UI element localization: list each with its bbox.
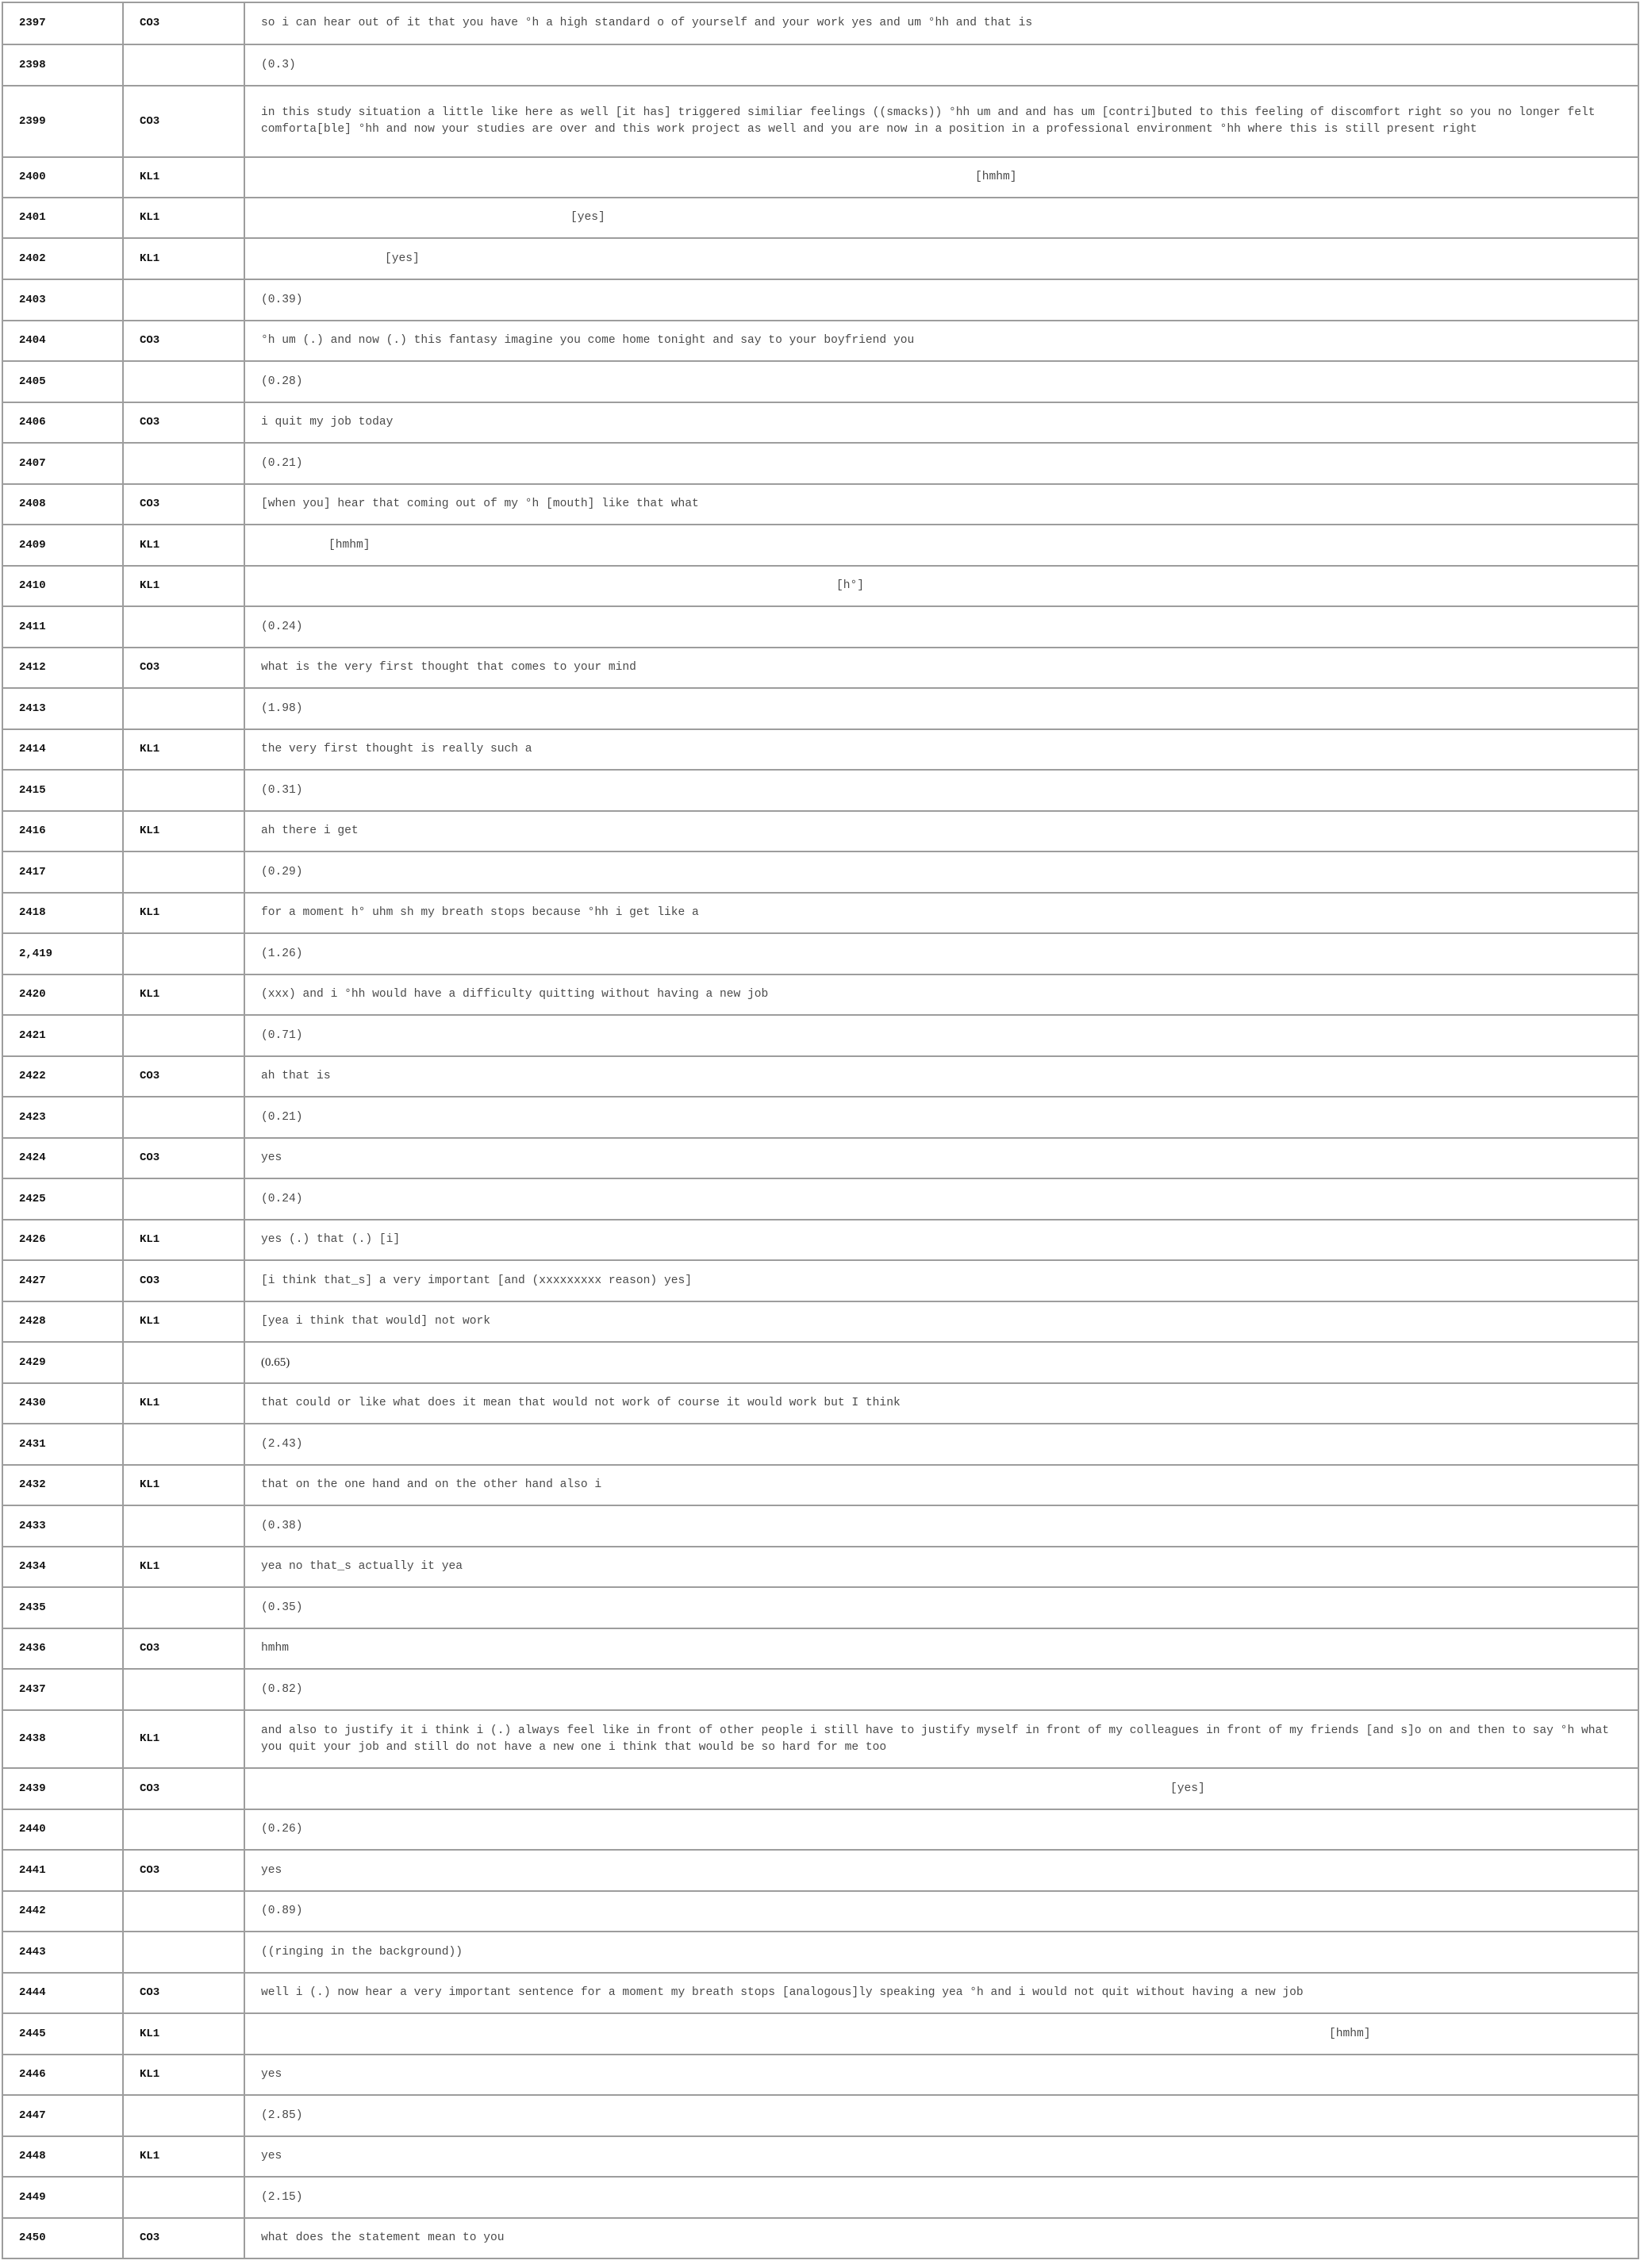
transcript-page [2, 2, 1638, 2259]
speaker-code [123, 1669, 244, 1710]
speaker-code [123, 1809, 244, 1850]
utterance-text: that on the one hand and on the other hand also i [244, 1465, 1638, 1505]
utterance-text: ah that is [244, 1056, 1638, 1097]
transcript-row [2, 2, 1638, 44]
transcript-row [2, 157, 1638, 198]
transcript-row [2, 2055, 1638, 2095]
transcript-row [2, 974, 1638, 1015]
transcript-row [2, 729, 1638, 770]
line-number: 2420 [2, 974, 123, 1015]
line-number: 2448 [2, 2136, 123, 2177]
line-number: 2436 [2, 1628, 123, 1669]
transcript-row [2, 402, 1638, 443]
utterance-text: well i (.) now hear a very important sentence for a moment my breath stops [analogous]ly speaking yea °h and i would not quit without having a new job [244, 1973, 1638, 2013]
speaker-code: CO3 [123, 86, 244, 157]
speaker-code [123, 1505, 244, 1547]
speaker-code: KL1 [123, 811, 244, 851]
line-number: 2400 [2, 157, 123, 198]
speaker-code [123, 44, 244, 86]
utterance-text: yea no that_s actually it yea [244, 1547, 1638, 1587]
speaker-code: KL1 [123, 893, 244, 933]
line-number: 2412 [2, 648, 123, 688]
speaker-code [123, 1015, 244, 1056]
transcript-row [2, 688, 1638, 729]
transcript-row [2, 1424, 1638, 1465]
speaker-code: KL1 [123, 157, 244, 198]
line-number: 2435 [2, 1587, 123, 1628]
utterance-text: yes [244, 2136, 1638, 2177]
line-number: 2439 [2, 1768, 123, 1809]
transcript-row [2, 1891, 1638, 1932]
transcript-row [2, 933, 1638, 974]
speaker-code [123, 2095, 244, 2136]
transcript-row [2, 484, 1638, 525]
line-number: 2447 [2, 2095, 123, 2136]
speaker-code: KL1 [123, 1383, 244, 1424]
transcript-row [2, 1768, 1638, 1809]
line-number: 2422 [2, 1056, 123, 1097]
utterance-text: (0.39) [244, 279, 1638, 321]
line-number: 2430 [2, 1383, 123, 1424]
utterance-text: (0.71) [244, 1015, 1638, 1056]
line-number: 2406 [2, 402, 123, 443]
speaker-code: KL1 [123, 198, 244, 238]
line-number: 2398 [2, 44, 123, 86]
transcript-row [2, 1301, 1638, 1342]
utterance-text: (0.24) [244, 606, 1638, 648]
transcript-row [2, 44, 1638, 86]
line-number: 2432 [2, 1465, 123, 1505]
speaker-code: CO3 [123, 2218, 244, 2258]
transcript-row [2, 1465, 1638, 1505]
speaker-code: KL1 [123, 1220, 244, 1260]
line-number: 2445 [2, 2013, 123, 2055]
transcript-row [2, 361, 1638, 402]
transcript-table [2, 2, 1639, 2259]
transcript-row [2, 1178, 1638, 1220]
line-number: 2407 [2, 443, 123, 484]
line-number: 2433 [2, 1505, 123, 1547]
line-number: 2401 [2, 198, 123, 238]
transcript-row [2, 279, 1638, 321]
transcript-row [2, 2013, 1638, 2055]
speaker-code [123, 361, 244, 402]
utterance-text: (0.26) [244, 1809, 1638, 1850]
utterance-text: [hmhm] [244, 525, 1638, 566]
speaker-code [123, 1342, 244, 1383]
speaker-code: KL1 [123, 2013, 244, 2055]
speaker-code [123, 1424, 244, 1465]
transcript-row [2, 238, 1638, 279]
line-number: 2413 [2, 688, 123, 729]
speaker-code: CO3 [123, 2, 244, 44]
transcript-row [2, 851, 1638, 893]
utterance-text: [yes] [244, 198, 1638, 238]
line-number: 2450 [2, 2218, 123, 2258]
utterance-text: (0.3) [244, 44, 1638, 86]
transcript-row [2, 1973, 1638, 2013]
line-number: 2426 [2, 1220, 123, 1260]
utterance-text: (0.21) [244, 443, 1638, 484]
utterance-text: (1.26) [244, 933, 1638, 974]
transcript-row [2, 443, 1638, 484]
utterance-text: (0.28) [244, 361, 1638, 402]
speaker-code: CO3 [123, 1973, 244, 2013]
utterance-text: yes [244, 1850, 1638, 1891]
transcript-row [2, 2218, 1638, 2258]
speaker-code: KL1 [123, 1547, 244, 1587]
line-number: 2443 [2, 1932, 123, 1973]
line-number: 2446 [2, 2055, 123, 2095]
speaker-code: KL1 [123, 525, 244, 566]
line-number: 2441 [2, 1850, 123, 1891]
speaker-code [123, 606, 244, 648]
speaker-code: CO3 [123, 648, 244, 688]
utterance-text: and also to justify it i think i (.) always feel like in front of other people i still have to justify myself in front of my colleagues in front of my friends [and s]o on and then to say °h what you quit your job and still do not have a new one i think that would be so hard for me too [244, 1710, 1638, 1768]
line-number: 2404 [2, 321, 123, 361]
speaker-code [123, 279, 244, 321]
line-number: 2417 [2, 851, 123, 893]
line-number: 2438 [2, 1710, 123, 1768]
utterance-text: what is the very first thought that comes to your mind [244, 648, 1638, 688]
transcript-row [2, 321, 1638, 361]
line-number: 2424 [2, 1138, 123, 1178]
line-number: 2405 [2, 361, 123, 402]
line-number: 2416 [2, 811, 123, 851]
line-number: 2428 [2, 1301, 123, 1342]
utterance-text: (0.31) [244, 770, 1638, 811]
utterance-text: (0.35) [244, 1587, 1638, 1628]
line-number: 2431 [2, 1424, 123, 1465]
utterance-text: [hmhm] [244, 157, 1638, 198]
transcript-row [2, 1260, 1638, 1301]
line-number: 2399 [2, 86, 123, 157]
utterance-text: (0.21) [244, 1097, 1638, 1138]
line-number: 2421 [2, 1015, 123, 1056]
utterance-text: (0.82) [244, 1669, 1638, 1710]
speaker-code: KL1 [123, 566, 244, 606]
utterance-text: the very first thought is really such a [244, 729, 1638, 770]
transcript-row [2, 1342, 1638, 1383]
utterance-text: [yes] [244, 238, 1638, 279]
speaker-code [123, 770, 244, 811]
transcript-row [2, 893, 1638, 933]
line-number: 2411 [2, 606, 123, 648]
speaker-code [123, 688, 244, 729]
line-number: 2408 [2, 484, 123, 525]
transcript-row [2, 1932, 1638, 1973]
utterance-text: yes (.) that (.) [i] [244, 1220, 1638, 1260]
speaker-code: KL1 [123, 1710, 244, 1768]
transcript-row [2, 1628, 1638, 1669]
transcript-row [2, 1669, 1638, 1710]
line-number: 2425 [2, 1178, 123, 1220]
line-number: 2437 [2, 1669, 123, 1710]
utterance-text: (1.98) [244, 688, 1638, 729]
transcript-row [2, 811, 1638, 851]
utterance-text: [yea i think that would] not work [244, 1301, 1638, 1342]
speaker-code [123, 2177, 244, 2218]
transcript-body [2, 2, 1638, 2258]
transcript-row [2, 1809, 1638, 1850]
speaker-code [123, 1097, 244, 1138]
line-number: 2427 [2, 1260, 123, 1301]
transcript-row [2, 86, 1638, 157]
transcript-row [2, 2136, 1638, 2177]
speaker-code: CO3 [123, 1260, 244, 1301]
speaker-code [123, 443, 244, 484]
transcript-row [2, 1097, 1638, 1138]
speaker-code [123, 933, 244, 974]
line-number: 2409 [2, 525, 123, 566]
utterance-text: [h°] [244, 566, 1638, 606]
transcript-row [2, 1505, 1638, 1547]
transcript-row [2, 1220, 1638, 1260]
utterance-text: yes [244, 2055, 1638, 2095]
transcript-row [2, 1015, 1638, 1056]
utterance-text: so i can hear out of it that you have °h a high standard o of yourself and your work yes and um °hh and that is [244, 2, 1638, 44]
line-number: 2402 [2, 238, 123, 279]
speaker-code: CO3 [123, 402, 244, 443]
line-number: 2442 [2, 1891, 123, 1932]
line-number: 2444 [2, 1973, 123, 2013]
utterance-text: (2.85) [244, 2095, 1638, 2136]
speaker-code [123, 1587, 244, 1628]
utterance-text: (2.15) [244, 2177, 1638, 2218]
speaker-code: KL1 [123, 1465, 244, 1505]
transcript-row [2, 648, 1638, 688]
utterance-text: (0.24) [244, 1178, 1638, 1220]
utterance-text: hmhm [244, 1628, 1638, 1669]
line-number: 2449 [2, 2177, 123, 2218]
speaker-code: CO3 [123, 1768, 244, 1809]
transcript-row [2, 1710, 1638, 1768]
transcript-row [2, 606, 1638, 648]
transcript-row [2, 1850, 1638, 1891]
speaker-code: KL1 [123, 2055, 244, 2095]
transcript-row [2, 1383, 1638, 1424]
speaker-code [123, 1932, 244, 1973]
transcript-row [2, 1056, 1638, 1097]
utterance-text: [i think that_s] a very important [and (xxxxxxxxx reason) yes] [244, 1260, 1638, 1301]
utterance-text: (0.29) [244, 851, 1638, 893]
line-number: 2397 [2, 2, 123, 44]
utterance-text: ah there i get [244, 811, 1638, 851]
speaker-code: CO3 [123, 321, 244, 361]
utterance-text: in this study situation a little like here as well [it has] triggered similiar feelings ((smacks)) °hh um and and has um [contri]buted to this feeling of discomfort right so you no longer felt comforta[ble] °hh and now your studies are over and this work project as well and you are now in a position in a professional environment °hh where this is still present right [244, 86, 1638, 157]
utterance-text: [hmhm] [244, 2013, 1638, 2055]
utterance-text: (0.38) [244, 1505, 1638, 1547]
utterance-text: (0.65) [244, 1342, 1638, 1383]
transcript-row [2, 525, 1638, 566]
transcript-row [2, 770, 1638, 811]
speaker-code: KL1 [123, 729, 244, 770]
speaker-code: KL1 [123, 2136, 244, 2177]
line-number: 2403 [2, 279, 123, 321]
transcript-row [2, 2177, 1638, 2218]
line-number: 2,419 [2, 933, 123, 974]
transcript-row [2, 1138, 1638, 1178]
speaker-code: KL1 [123, 974, 244, 1015]
utterance-text: i quit my job today [244, 402, 1638, 443]
transcript-row [2, 1547, 1638, 1587]
transcript-row [2, 566, 1638, 606]
transcript-row [2, 1587, 1638, 1628]
speaker-code: KL1 [123, 1301, 244, 1342]
speaker-code: CO3 [123, 1056, 244, 1097]
transcript-row [2, 2095, 1638, 2136]
utterance-text: yes [244, 1138, 1638, 1178]
speaker-code [123, 1891, 244, 1932]
line-number: 2434 [2, 1547, 123, 1587]
speaker-code: KL1 [123, 238, 244, 279]
speaker-code: CO3 [123, 1138, 244, 1178]
transcript-row [2, 198, 1638, 238]
utterance-text: [yes] [244, 1768, 1638, 1809]
utterance-text: °h um (.) and now (.) this fantasy imagine you come home tonight and say to your boyfriend you [244, 321, 1638, 361]
utterance-text: that could or like what does it mean that would not work of course it would work but I think [244, 1383, 1638, 1424]
line-number: 2414 [2, 729, 123, 770]
line-number: 2440 [2, 1809, 123, 1850]
speaker-code [123, 1178, 244, 1220]
utterance-text: (xxx) and i °hh would have a difficulty quitting without having a new job [244, 974, 1638, 1015]
line-number: 2410 [2, 566, 123, 606]
line-number: 2418 [2, 893, 123, 933]
speaker-code: CO3 [123, 1850, 244, 1891]
speaker-code: CO3 [123, 484, 244, 525]
utterance-text: for a moment h° uhm sh my breath stops because °hh i get like a [244, 893, 1638, 933]
line-number: 2423 [2, 1097, 123, 1138]
line-number: 2429 [2, 1342, 123, 1383]
line-number: 2415 [2, 770, 123, 811]
utterance-text: [when you] hear that coming out of my °h [mouth] like that what [244, 484, 1638, 525]
utterance-text: what does the statement mean to you [244, 2218, 1638, 2258]
speaker-code: CO3 [123, 1628, 244, 1669]
utterance-text: ((ringing in the background)) [244, 1932, 1638, 1973]
utterance-text: (2.43) [244, 1424, 1638, 1465]
utterance-text: (0.89) [244, 1891, 1638, 1932]
speaker-code [123, 851, 244, 893]
